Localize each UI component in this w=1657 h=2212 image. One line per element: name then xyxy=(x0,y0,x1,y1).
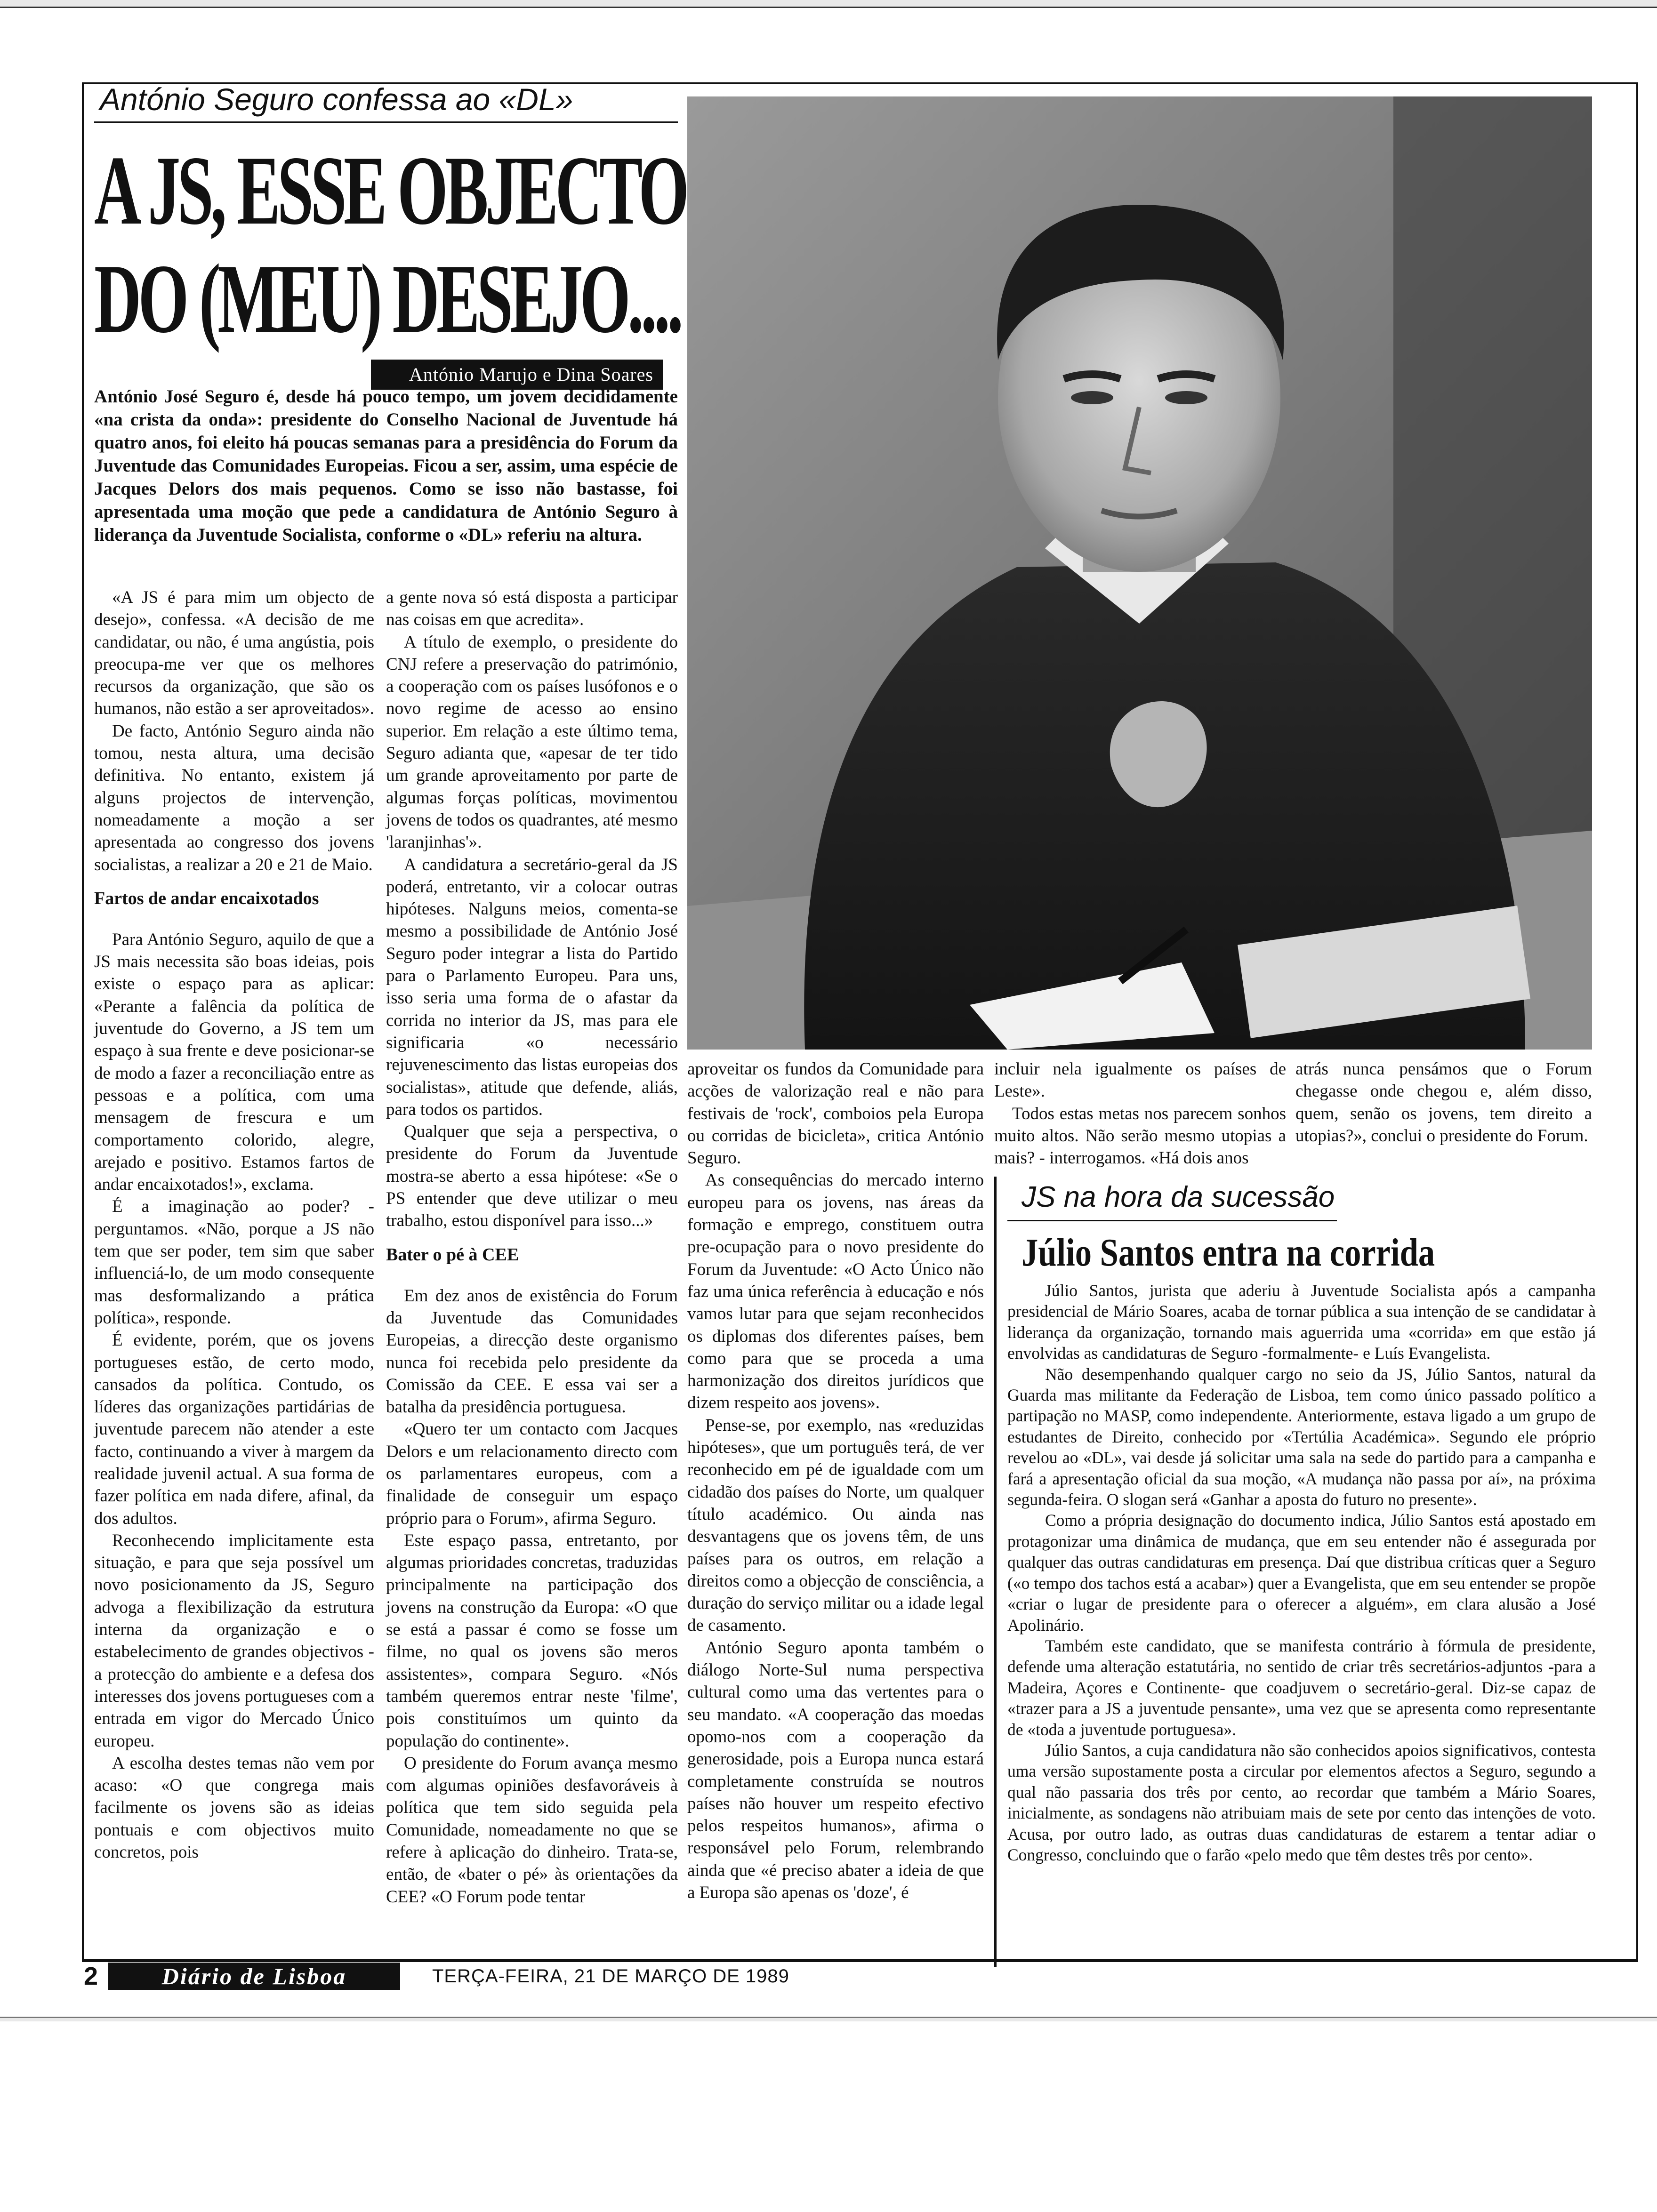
sidebar-kicker-rule xyxy=(1007,1220,1337,1221)
kicker-rule xyxy=(94,121,678,123)
paragraph: Reconhecendo implicitamente esta situação, e para que seja possível um novo posicionamento da JS, Seguro advoga a flexibilização da estrutura interna da organização e o estabelecimento de grandes objectivos - a protecção do ambiente e a defesa dos interesses dos jovens portugueses com a entrada em vigor do Mercado Único europeu. xyxy=(94,1531,374,1751)
photo-illustration xyxy=(687,96,1592,1050)
paragraph: Júlio Santos, a cuja candidatura não são conhecidos apoios significativos, contesta uma versão supostamente posta a circular por elementos afectos a Seguro, segundo a qual não passaria dos três por cento, ao recordar que também a Mário Soares, inicialmente, as sondagens não atribuiam mais de sete por cento das intenções de voto. Acusa, por outro lado, as outras duas candidaturas de estarem a tentar adiar o Congresso, concluindo que o farão «pelo medo que têm destes três por cento». xyxy=(1007,1740,1596,1864)
paragraph: É a imaginação ao poder? - perguntamos. «Não, porque a JS não tem que ser poder, tem sim que saber influenciá-lo, de um modo consequente mas desformalizando a prática política», responde. xyxy=(94,1197,374,1328)
paragraph: António Seguro aponta também o diálogo Norte-Sul numa perspectiva cultural como uma das vertentes para o seu mandato. «A cooperação das moedas opomo-nos com a cooperação da generosidade, pois a Europa nunca estará completamente construída se noutros países não houver um respeito efectivo pelos respeitos humanos», afirma o responsável pelo Forum, relembrando ainda que «é preciso abater a ideia de que a Europa são apenas os 'doze', é xyxy=(687,1638,984,1902)
byline: António Marujo e Dina Soares xyxy=(371,360,663,390)
article-column-1 xyxy=(94,586,374,1863)
article-column-2 xyxy=(386,586,678,1908)
article-column-5 xyxy=(1295,1058,1592,1147)
sidebar-kicker: JS na hora da sucessão xyxy=(1022,1181,1335,1213)
paragraph: É evidente, porém, que os jovens portugueses estão, de certo modo, cansados da política. Contudo, os líderes das organizações partidárias de juventude parecem não atender a este facto, continuando a viver à margem da realidade juvenil actual. A sua forma de fazer política em nada difere, afinal, da dos adultos. xyxy=(94,1330,374,1528)
paragraph: A candidatura a secretário-geral da JS poderá, entretanto, vir a colocar outras hipóteses. Nalguns meios, comenta-se mesmo a possibilidade de António José Seguro poder integrar a lista do Partido para o Parlamento Europeu. Para uns, isso seria uma forma de o afastar da corrida no interior da JS, mas para ele significaria «o necessário rejuvenescimento das listas europeias dos socialistas», atitude que defende, aliás, para todos os partidos. xyxy=(386,855,678,1119)
paragraph: Também este candidato, que se manifesta contrário à fórmula de presidente, defende uma alteração estatutária, no sentido de criar três secretários-adjuntos -para a Madeira, Açores e Continente- que coadjuvem o secretário-geral. Diz-se capaz de «trazer para a JS a juventude pensante», uma vez que se apresenta como representante de «toda a juventude portuguesa». xyxy=(1007,1636,1596,1739)
paragraph: Todos estas metas nos parecem sonhos muito altos. Não serão mesmo utopias a mais? - interrogamos. «Há dois anos xyxy=(994,1104,1286,1168)
article-column-4 xyxy=(994,1058,1286,1169)
sidebar-rule xyxy=(994,1177,997,1967)
headline-line-1: A JS, ESSE OBJECTO xyxy=(94,136,686,245)
subheading: Bater o pé à CEE xyxy=(386,1244,519,1265)
paragraph: As consequências do mercado interno europeu para os jovens, nas áreas da formação e emprego, constituem outra pre-ocupação para o novo presidente do Forum da Juventude: «O Acto Único não faz uma única referência à educação e nós vamos lutar para que sejam reconhecidos os diplomas dos diferentes países, bem como para que se proceda a uma harmonização dos direitos jurídicos que dizem respeito aos jovens». xyxy=(687,1170,984,1413)
paragraph: a gente nova só está disposta a participar nas coisas em que acredita». xyxy=(386,588,678,630)
newspaper-masthead: Diário de Lisboa xyxy=(108,1963,400,1990)
article-lead: António José Seguro é, desde há pouco tempo, um jovem decididamente «na crista da onda»: presidente do Conselho Nacional de Juventude há quatro anos, foi eleito há poucas semanas para a presidência do Forum da Juventude das Comunidades Europeias. Ficou a ser, assim, uma espécie de Jacques Delors dos mais pequenos. Como se isso não bastasse, foi apresentada uma moção que pede a candidatura de António Seguro à liderança da Juventude Socialista, conforme o «DL» referiu na altura. xyxy=(94,386,678,545)
paragraph: Júlio Santos, jurista que aderiu à Juventude Socialista após a campanha presidencial de Mário Soares, acaba de tornar pública a sua intenção de se candidatar à liderança da organização, tornando mais aguerrida uma «corrida» em que estão já envolvidas as candidaturas de Seguro -formalmente- e Luís Evangelista. xyxy=(1007,1281,1596,1363)
paragraph: aproveitar os fundos da Comunidade para acções de valorização real e não para festivais de 'rock', comboios pela Europa ou corridas de bicicleta», critica António Seguro. xyxy=(687,1059,984,1168)
paragraph: atrás nunca pensámos que o Forum chegasse onde chegou e, além disso, quem, senão os jovens, tem direito a utopias?», conclui o presidente do Forum. xyxy=(1295,1059,1592,1146)
paragraph: O presidente do Forum avança mesmo com algumas opiniões desfavoráveis à política que tem sido seguida pela Comunidade, nomeadamente no que se refere à aplicação do dinheiro. Trata-se, então, de «bater o pé» às orientações da CEE? «O Forum pode tentar xyxy=(386,1753,678,1907)
portrait-photo-icon xyxy=(687,96,1592,1050)
paragraph: «A JS é para mim um objecto de desejo», confessa. «A decisão de me candidatar, ou não, é uma angústia, pois preocupa-me ver que os melhores recursos da organização, que são os humanos, não estão a ser aproveitados». xyxy=(94,588,374,719)
article-column-3 xyxy=(687,1058,984,1904)
article-headline xyxy=(94,136,686,353)
paragraph: Pense-se, por exemplo, nas «reduzidas hipóteses», que um português terá, de ver reconhecido em pé de igualdade com um cidadão dos países do Norte, um qualquer título académico. Ou ainda nas desvantagens que os jovens têm, de uns países para os outros, em relação a direitos como a objecção de consciência, a duração do serviço militar ou a idade legal de casamento. xyxy=(687,1415,984,1635)
paragraph: Como a própria designação do documento indica, Júlio Santos está apostado em protagonizar uma dinâmica de mudança, que em seu entender não é assegurada por qualquer das outras candidaturas em presença. Daí que distribua críticas quer a Seguro («o tempo dos tachos está a acabar») quer a Evangelista, que em seu entender se propõe «criar o lugar de presidente para o oferecer a alguém», em clara alusão a José Apolinário. xyxy=(1007,1511,1596,1635)
paragraph: A título de exemplo, o presidente do CNJ refere a preservação do património, a cooperação com os países lusófonos e o novo regime de acesso ao ensino superior. Em relação a este último tema, Seguro adianta que, «apesar de ter tido um grande aproveitamento por parte de algumas forças políticas, movimentou jovens de todos os quadrantes, até mesmo 'laranjinhas'». xyxy=(386,632,678,852)
paragraph: De facto, António Seguro ainda não tomou, nesta altura, uma decisão definitiva. No entanto, existem já alguns projectos de intervenção, nomeadamente a moção a ser apresentada ao congresso dos jovens socialistas, a realizar a 20 e 21 de Maio. xyxy=(94,721,374,874)
paragraph: Este espaço passa, entretanto, por algumas prioridades concretas, traduzidas principalmente na participação dos jovens na construção da Europa: «O que se está a passar é como se fosse um filme, no qual os jovens são meros assistentes», compara Seguro. «Nós também queremos entrar neste 'filme', pois constituímos um quinto da população do continente». xyxy=(386,1531,678,1751)
article-kicker: António Seguro confessa ao «DL» xyxy=(100,82,573,117)
paragraph: Em dez anos de existência do Forum da Juventude das Comunidades Europeias, a direcção deste organismo nunca foi recebida pelo presidente da Comissão da CEE. E essa vai ser a batalha da presidência portuguesa. xyxy=(386,1286,678,1417)
scan-top-edge xyxy=(0,0,1657,8)
paragraph: «Quero ter um contacto com Jacques Delors e um relacionamento directo com os parlamentares europeus, com a finalidade de conseguir um espaço próprio para o Forum», afirma Seguro. xyxy=(386,1419,678,1528)
footer-rule xyxy=(82,1959,1638,1961)
paragraph: incluir nela igualmente os países de Leste». xyxy=(994,1059,1286,1101)
subheading: Fartos de andar encaixotados xyxy=(94,888,319,908)
issue-date: TERÇA-FEIRA, 21 DE MARÇO DE 1989 xyxy=(432,1966,789,1987)
headline-line-2: DO (MEU) DESEJO.... xyxy=(94,244,681,353)
page-number: 2 xyxy=(84,1962,98,1990)
paragraph: Para António Seguro, aquilo de que a JS mais necessita são boas ideias, pois existe o espaço para as aplicar: «Perante a falência da política de juventude do Governo, a JS tem um espaço à sua frente e deve posicionar-se de modo a fazer a reconciliação entre as pessoas e a política, com uma mensagem de frescura e um comportamento colorido, alegre, arejado e positivo. Estamos fartos de andar encaixotados!», exclama. xyxy=(94,930,374,1194)
scan-bottom-edge xyxy=(0,2017,1657,2021)
sidebar-body xyxy=(1007,1280,1596,1865)
paragraph: Qualquer que seja a perspectiva, o presidente do Forum da Juventude mostra-se aberto a essa hipótese: «Se o PS entender que deve utilizar o meu trabalho, estou disponível para isso...» xyxy=(386,1122,678,1231)
paragraph: A escolha destes temas não vem por acaso: «O que congrega mais facilmente os jovens são as ideias pontuais e com objectivos muito concretos, pois xyxy=(94,1753,374,1862)
paragraph: Não desempenhando qualquer cargo no seio da JS, Júlio Santos, natural da Guarda mas militante da Federação de Lisboa, tem como único passado político a partipação no MASP, como independente. Anteriormente, estava ligado a um grupo de estudantes de Direito, conhecido por «Tertúlia Académica». Segundo ele próprio revelou ao «DL», vai desde já solicitar uma sala na sede do partido para a campanha e fará a apresentação oficial da sua moção, «A mudança não passa por aí», na próxima segunda-feira. O slogan será «Ganhar a aposta do futuro no presente». xyxy=(1007,1364,1596,1509)
sidebar-headline: Júlio Santos entra na corrida xyxy=(1022,1231,1435,1274)
